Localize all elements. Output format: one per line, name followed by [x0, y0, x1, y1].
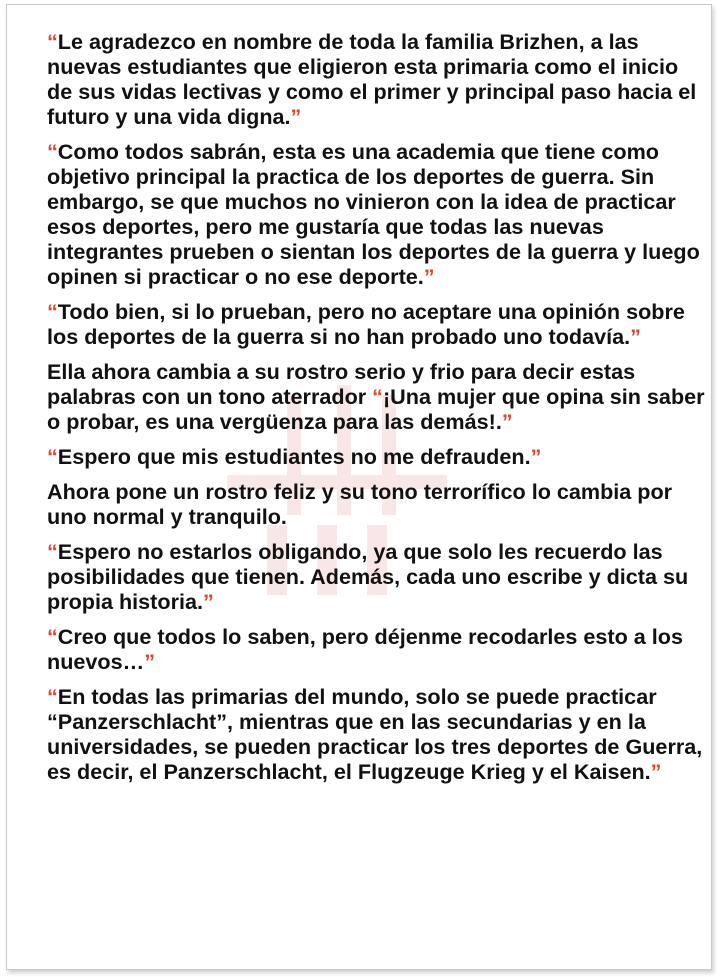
document-page [6, 4, 712, 970]
close-quote: ” [650, 759, 662, 784]
paragraph-text: Todo bien, si lo prueban, pero no aceptare una opinión sobre los deportes de la guerra si no han probado uno todavía. [47, 299, 685, 349]
close-quote: ” [501, 409, 513, 434]
open-quote: “ [47, 444, 58, 469]
paragraph [47, 139, 707, 289]
close-quote: ” [144, 649, 155, 674]
paragraph-text: En todas las primarias del mundo, solo se puede practicar “Panzerschlacht”, mientras que en las secundarias y en la universidades, se pueden practicar los tres deportes de Guerra, es decir, el Panzerschlacht, el Flugzeuge Krieg y el Kaisen. [47, 684, 703, 784]
paragraph-text: Espero que mis estudiantes no me defrauden. [57, 444, 531, 469]
paragraph-text: Ella ahora cambia a su rostro serio y frio para decir estas palabras con un tono aterrador [47, 359, 636, 409]
open-quote: “ [372, 384, 383, 409]
paragraph [47, 624, 707, 674]
paragraph [47, 539, 707, 614]
close-quote: ” [423, 264, 435, 289]
paragraph [47, 359, 707, 434]
open-quote: “ [47, 624, 58, 649]
document-body [47, 29, 707, 794]
paragraph-text: Espero no estarlos obligando, ya que solo les recuerdo las posibilidades que tienen. Además, cada uno escribe y dicta su propia historia. [47, 539, 689, 614]
paragraph-text: Como todos sabrán, esta es una academia que tiene como objetivo principal la practica de los deportes de guerra. Sin embargo, se que muchos no vinieron con la idea de practicar esos deportes, pero me gustaría que todas las nuevas integrantes prueben o sientan los deportes de la guerra y luego opinen si practicar o no ese deporte. [47, 139, 700, 289]
open-quote: “ [47, 684, 58, 709]
paragraph [47, 684, 707, 784]
close-quote: ” [630, 324, 641, 349]
paragraph [47, 29, 707, 129]
close-quote: ” [290, 104, 302, 129]
paragraph [47, 299, 707, 349]
open-quote: “ [47, 539, 58, 564]
close-quote: ” [530, 444, 542, 469]
paragraph-text: Creo que todos lo saben, pero déjenme recodarles esto a los nuevos… [47, 624, 683, 674]
close-quote: ” [202, 589, 214, 614]
open-quote: “ [47, 139, 58, 164]
paragraph-text: Ahora pone un rostro feliz y su tono terrorífico lo cambia por uno normal y tranquilo. [47, 479, 673, 529]
paragraph [47, 444, 707, 469]
open-quote: “ [47, 299, 58, 324]
open-quote: “ [47, 29, 58, 54]
paragraph-text: ¡Una mujer que opina sin saber o probar, es una vergüenza para las demás!. [47, 384, 705, 434]
paragraph-text: Le agradezco en nombre de toda la familia Brizhen, a las nuevas estudiantes que eligieron esta primaria como el inicio de sus vidas lectivas y como el primer y principal paso hacia el futuro y una vida digna. [47, 29, 697, 129]
paragraph [47, 479, 707, 529]
